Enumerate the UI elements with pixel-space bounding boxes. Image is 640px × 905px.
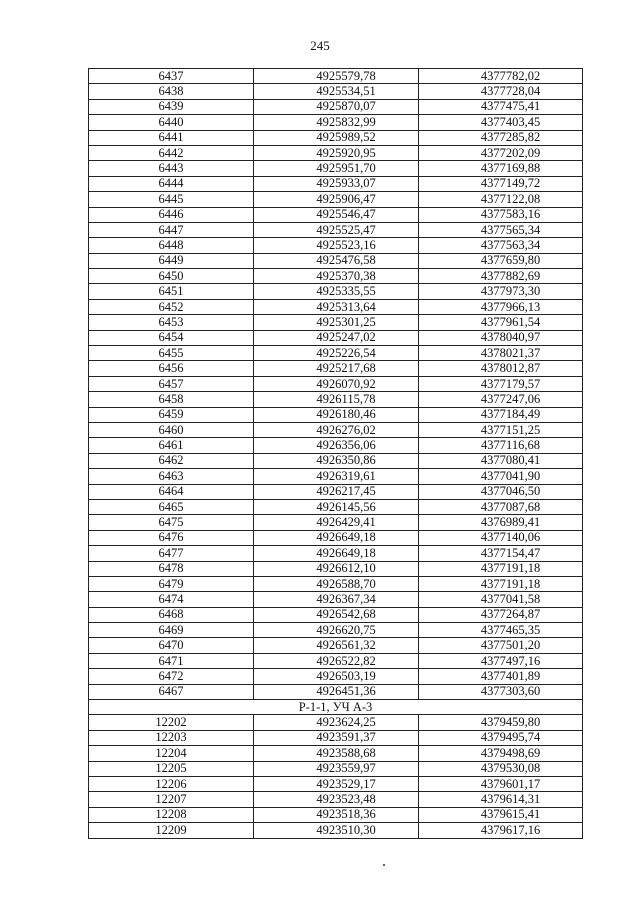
y-coordinate-cell: 4378040,97 bbox=[419, 330, 583, 345]
x-coordinate-cell: 4923529,17 bbox=[254, 776, 419, 791]
y-coordinate-cell: 4377191,18 bbox=[419, 561, 583, 576]
table-row bbox=[89, 684, 583, 699]
y-coordinate-cell: 4377303,60 bbox=[419, 684, 583, 699]
table-row bbox=[89, 438, 583, 453]
point-number-cell: 12202 bbox=[89, 715, 254, 730]
y-coordinate-cell: 4377179,57 bbox=[419, 376, 583, 391]
y-coordinate-cell: 4377191,18 bbox=[419, 576, 583, 591]
x-coordinate-cell: 4925920,95 bbox=[254, 145, 419, 160]
x-coordinate-cell: 4923518,36 bbox=[254, 807, 419, 822]
x-coordinate-cell: 4926649,18 bbox=[254, 530, 419, 545]
x-coordinate-cell: 4926319,61 bbox=[254, 469, 419, 484]
point-number-cell: 6445 bbox=[89, 192, 254, 207]
x-coordinate-cell: 4926217,45 bbox=[254, 484, 419, 499]
x-coordinate-cell: 4925247,02 bbox=[254, 330, 419, 345]
table-row bbox=[89, 515, 583, 530]
y-coordinate-cell: 4377116,68 bbox=[419, 438, 583, 453]
table-row bbox=[89, 638, 583, 653]
point-number-cell: 6455 bbox=[89, 346, 254, 361]
x-coordinate-cell: 4925870,07 bbox=[254, 99, 419, 114]
y-coordinate-cell: 4377465,35 bbox=[419, 623, 583, 638]
x-coordinate-cell: 4925476,58 bbox=[254, 253, 419, 268]
y-coordinate-cell: 4377247,06 bbox=[419, 392, 583, 407]
x-coordinate-cell: 4926145,56 bbox=[254, 499, 419, 514]
scan-dot bbox=[383, 864, 385, 866]
table-row bbox=[89, 607, 583, 622]
x-coordinate-cell: 4926070,92 bbox=[254, 376, 419, 391]
point-number-cell: 6468 bbox=[89, 607, 254, 622]
x-coordinate-cell: 4926649,18 bbox=[254, 546, 419, 561]
y-coordinate-cell: 4377041,58 bbox=[419, 592, 583, 607]
y-coordinate-cell: 4379601,17 bbox=[419, 776, 583, 791]
table-row bbox=[89, 792, 583, 807]
x-coordinate-cell: 4926503,19 bbox=[254, 669, 419, 684]
table-row bbox=[89, 823, 583, 838]
section-row bbox=[89, 700, 583, 715]
point-number-cell: 6450 bbox=[89, 269, 254, 284]
x-coordinate-cell: 4926276,02 bbox=[254, 422, 419, 437]
point-number-cell: 6449 bbox=[89, 253, 254, 268]
y-coordinate-cell: 4377882,69 bbox=[419, 269, 583, 284]
x-coordinate-cell: 4926367,34 bbox=[254, 592, 419, 607]
table-row bbox=[89, 346, 583, 361]
table-row bbox=[89, 330, 583, 345]
y-coordinate-cell: 4377154,47 bbox=[419, 546, 583, 561]
x-coordinate-cell: 4925525,47 bbox=[254, 222, 419, 237]
point-number-cell: 12203 bbox=[89, 730, 254, 745]
point-number-cell: 6447 bbox=[89, 222, 254, 237]
section-label: Р-1-1, УЧ А-3 bbox=[89, 700, 583, 715]
point-number-cell: 6472 bbox=[89, 669, 254, 684]
table-row bbox=[89, 299, 583, 314]
point-number-cell: 6437 bbox=[89, 69, 254, 84]
table-row bbox=[89, 238, 583, 253]
table-row bbox=[89, 592, 583, 607]
x-coordinate-cell: 4925579,78 bbox=[254, 69, 419, 84]
table-row bbox=[89, 623, 583, 638]
y-coordinate-cell: 4379459,80 bbox=[419, 715, 583, 730]
y-coordinate-cell: 4377151,25 bbox=[419, 422, 583, 437]
table-row bbox=[89, 653, 583, 668]
y-coordinate-cell: 4377202,09 bbox=[419, 145, 583, 160]
point-number-cell: 6456 bbox=[89, 361, 254, 376]
point-number-cell: 6477 bbox=[89, 546, 254, 561]
x-coordinate-cell: 4925933,07 bbox=[254, 176, 419, 191]
point-number-cell: 6478 bbox=[89, 561, 254, 576]
x-coordinate-cell: 4925335,55 bbox=[254, 284, 419, 299]
point-number-cell: 6439 bbox=[89, 99, 254, 114]
table-row bbox=[89, 269, 583, 284]
table-row bbox=[89, 361, 583, 376]
table-row bbox=[89, 69, 583, 84]
table-row bbox=[89, 546, 583, 561]
y-coordinate-cell: 4377080,41 bbox=[419, 453, 583, 468]
table-row bbox=[89, 422, 583, 437]
table-row bbox=[89, 499, 583, 514]
table-row bbox=[89, 115, 583, 130]
table-row bbox=[89, 253, 583, 268]
x-coordinate-cell: 4926356,06 bbox=[254, 438, 419, 453]
y-coordinate-cell: 4377475,41 bbox=[419, 99, 583, 114]
y-coordinate-cell: 4377046,50 bbox=[419, 484, 583, 499]
x-coordinate-cell: 4925217,68 bbox=[254, 361, 419, 376]
x-coordinate-cell: 4925523,16 bbox=[254, 238, 419, 253]
x-coordinate-cell: 4926522,82 bbox=[254, 653, 419, 668]
y-coordinate-cell: 4377264,87 bbox=[419, 607, 583, 622]
point-number-cell: 6475 bbox=[89, 515, 254, 530]
y-coordinate-cell: 4379495,74 bbox=[419, 730, 583, 745]
x-coordinate-cell: 4925951,70 bbox=[254, 161, 419, 176]
point-number-cell: 6446 bbox=[89, 207, 254, 222]
x-coordinate-cell: 4925546,47 bbox=[254, 207, 419, 222]
table-row bbox=[89, 84, 583, 99]
y-coordinate-cell: 4377728,04 bbox=[419, 84, 583, 99]
y-coordinate-cell: 4377403,45 bbox=[419, 115, 583, 130]
x-coordinate-cell: 4926429,41 bbox=[254, 515, 419, 530]
y-coordinate-cell: 4377087,68 bbox=[419, 499, 583, 514]
point-number-cell: 6460 bbox=[89, 422, 254, 437]
table-row bbox=[89, 807, 583, 822]
point-number-cell: 6476 bbox=[89, 530, 254, 545]
point-number-cell: 6453 bbox=[89, 315, 254, 330]
table-row bbox=[89, 776, 583, 791]
table-row bbox=[89, 315, 583, 330]
point-number-cell: 12207 bbox=[89, 792, 254, 807]
y-coordinate-cell: 4377122,08 bbox=[419, 192, 583, 207]
table-row bbox=[89, 576, 583, 591]
table-row bbox=[89, 161, 583, 176]
table-row bbox=[89, 469, 583, 484]
point-number-cell: 6464 bbox=[89, 484, 254, 499]
y-coordinate-cell: 4377973,30 bbox=[419, 284, 583, 299]
x-coordinate-cell: 4926588,70 bbox=[254, 576, 419, 591]
x-coordinate-cell: 4926115,78 bbox=[254, 392, 419, 407]
table-row bbox=[89, 407, 583, 422]
x-coordinate-cell: 4923510,30 bbox=[254, 823, 419, 838]
coordinates-table-body-b bbox=[89, 715, 583, 838]
x-coordinate-cell: 4923624,25 bbox=[254, 715, 419, 730]
y-coordinate-cell: 4377501,20 bbox=[419, 638, 583, 653]
point-number-cell: 6474 bbox=[89, 592, 254, 607]
x-coordinate-cell: 4926620,75 bbox=[254, 623, 419, 638]
y-coordinate-cell: 4377169,88 bbox=[419, 161, 583, 176]
point-number-cell: 12209 bbox=[89, 823, 254, 838]
page-number: 245 bbox=[310, 38, 330, 53]
table-row bbox=[89, 176, 583, 191]
point-number-cell: 12205 bbox=[89, 761, 254, 776]
point-number-cell: 12206 bbox=[89, 776, 254, 791]
table-row bbox=[89, 730, 583, 745]
table-row bbox=[89, 453, 583, 468]
point-number-cell: 6471 bbox=[89, 653, 254, 668]
x-coordinate-cell: 4926451,36 bbox=[254, 684, 419, 699]
point-number-cell: 6457 bbox=[89, 376, 254, 391]
y-coordinate-cell: 4376989,41 bbox=[419, 515, 583, 530]
point-number-cell: 6443 bbox=[89, 161, 254, 176]
point-number-cell: 6441 bbox=[89, 130, 254, 145]
x-coordinate-cell: 4926561,32 bbox=[254, 638, 419, 653]
x-coordinate-cell: 4925370,38 bbox=[254, 269, 419, 284]
y-coordinate-cell: 4377961,54 bbox=[419, 315, 583, 330]
table-row bbox=[89, 561, 583, 576]
y-coordinate-cell: 4377659,80 bbox=[419, 253, 583, 268]
point-number-cell: 6452 bbox=[89, 299, 254, 314]
x-coordinate-cell: 4923523,48 bbox=[254, 792, 419, 807]
y-coordinate-cell: 4379615,41 bbox=[419, 807, 583, 822]
point-number-cell: 6463 bbox=[89, 469, 254, 484]
point-number-cell: 6454 bbox=[89, 330, 254, 345]
y-coordinate-cell: 4377563,34 bbox=[419, 238, 583, 253]
point-number-cell: 6458 bbox=[89, 392, 254, 407]
x-coordinate-cell: 4925906,47 bbox=[254, 192, 419, 207]
y-coordinate-cell: 4377149,72 bbox=[419, 176, 583, 191]
section-header-group bbox=[89, 700, 583, 715]
y-coordinate-cell: 4377565,34 bbox=[419, 222, 583, 237]
y-coordinate-cell: 4377285,82 bbox=[419, 130, 583, 145]
table-row bbox=[89, 761, 583, 776]
table-row bbox=[89, 669, 583, 684]
x-coordinate-cell: 4925989,52 bbox=[254, 130, 419, 145]
point-number-cell: 6467 bbox=[89, 684, 254, 699]
y-coordinate-cell: 4377041,90 bbox=[419, 469, 583, 484]
point-number-cell: 6438 bbox=[89, 84, 254, 99]
x-coordinate-cell: 4923591,37 bbox=[254, 730, 419, 745]
table-row bbox=[89, 207, 583, 222]
point-number-cell: 6448 bbox=[89, 238, 254, 253]
y-coordinate-cell: 4377966,13 bbox=[419, 299, 583, 314]
point-number-cell: 6451 bbox=[89, 284, 254, 299]
table-row bbox=[89, 392, 583, 407]
y-coordinate-cell: 4377782,02 bbox=[419, 69, 583, 84]
point-number-cell: 6461 bbox=[89, 438, 254, 453]
y-coordinate-cell: 4377583,16 bbox=[419, 207, 583, 222]
x-coordinate-cell: 4926180,46 bbox=[254, 407, 419, 422]
y-coordinate-cell: 4377497,16 bbox=[419, 653, 583, 668]
point-number-cell: 12208 bbox=[89, 807, 254, 822]
y-coordinate-cell: 4379498,69 bbox=[419, 746, 583, 761]
table-row bbox=[89, 192, 583, 207]
x-coordinate-cell: 4926542,68 bbox=[254, 607, 419, 622]
point-number-cell: 6479 bbox=[89, 576, 254, 591]
table-row bbox=[89, 145, 583, 160]
y-coordinate-cell: 4379617,16 bbox=[419, 823, 583, 838]
point-number-cell: 6469 bbox=[89, 623, 254, 638]
point-number-cell: 6442 bbox=[89, 145, 254, 160]
x-coordinate-cell: 4926350,86 bbox=[254, 453, 419, 468]
x-coordinate-cell: 4925534,51 bbox=[254, 84, 419, 99]
x-coordinate-cell: 4925301,25 bbox=[254, 315, 419, 330]
y-coordinate-cell: 4377184,49 bbox=[419, 407, 583, 422]
x-coordinate-cell: 4923588,68 bbox=[254, 746, 419, 761]
point-number-cell: 12204 bbox=[89, 746, 254, 761]
y-coordinate-cell: 4378012,87 bbox=[419, 361, 583, 376]
table-row bbox=[89, 746, 583, 761]
table-row bbox=[89, 715, 583, 730]
x-coordinate-cell: 4925832,99 bbox=[254, 115, 419, 130]
point-number-cell: 6440 bbox=[89, 115, 254, 130]
table-row bbox=[89, 376, 583, 391]
y-coordinate-cell: 4377401,89 bbox=[419, 669, 583, 684]
point-number-cell: 6462 bbox=[89, 453, 254, 468]
table-row bbox=[89, 530, 583, 545]
y-coordinate-cell: 4378021,37 bbox=[419, 346, 583, 361]
x-coordinate-cell: 4926612,10 bbox=[254, 561, 419, 576]
table-row bbox=[89, 130, 583, 145]
x-coordinate-cell: 4923559,97 bbox=[254, 761, 419, 776]
coordinates-table bbox=[88, 68, 583, 839]
x-coordinate-cell: 4925313,64 bbox=[254, 299, 419, 314]
y-coordinate-cell: 4377140,06 bbox=[419, 530, 583, 545]
y-coordinate-cell: 4379530,08 bbox=[419, 761, 583, 776]
coordinates-table-body-a bbox=[89, 69, 583, 700]
table-row bbox=[89, 484, 583, 499]
point-number-cell: 6459 bbox=[89, 407, 254, 422]
table-row bbox=[89, 99, 583, 114]
table-row bbox=[89, 222, 583, 237]
table-row bbox=[89, 284, 583, 299]
x-coordinate-cell: 4925226,54 bbox=[254, 346, 419, 361]
point-number-cell: 6470 bbox=[89, 638, 254, 653]
y-coordinate-cell: 4379614,31 bbox=[419, 792, 583, 807]
point-number-cell: 6465 bbox=[89, 499, 254, 514]
point-number-cell: 6444 bbox=[89, 176, 254, 191]
